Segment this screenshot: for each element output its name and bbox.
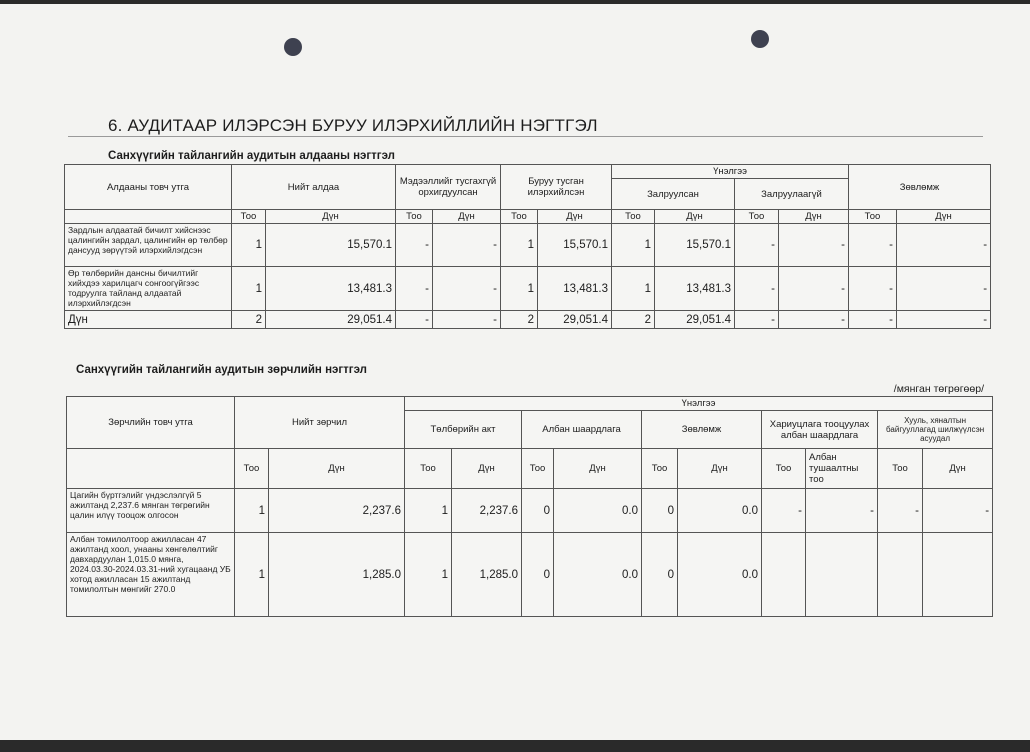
total-row — [65, 311, 991, 329]
cell: 1 — [235, 533, 269, 617]
col-count: Тоо — [612, 210, 655, 224]
cell — [923, 533, 993, 617]
col-count: Тоо — [232, 210, 266, 224]
cell: - — [923, 489, 993, 533]
col-amount: Дүн — [897, 210, 991, 224]
cell: - — [396, 267, 433, 311]
cell: - — [849, 311, 897, 329]
cell: 1 — [405, 489, 452, 533]
col-amount: Дүн — [266, 210, 396, 224]
col-law-enforcement: Хууль, хяналтын байгууллагад шилжүүлсэн асуудал — [878, 411, 993, 449]
col-count: Тоо — [642, 449, 678, 489]
cell: - — [897, 311, 991, 329]
cell: 29,051.4 — [655, 311, 735, 329]
cell: 2 — [612, 311, 655, 329]
col-liability-demand: Хариуцлага тооцуулах албан шаардлага — [762, 411, 878, 449]
row-desc: Өр төлбөрийн дансны бичилтийг хийхдээ харилцагч сонгоогүйгээс тодруулга тайланд алдаатай илэрхийлэгдсэн — [65, 267, 232, 311]
col-advice: Зөвлөмж — [849, 165, 991, 210]
cell: - — [878, 489, 923, 533]
cell: 2,237.6 — [452, 489, 522, 533]
col-assessment: Үнэлгээ — [405, 397, 993, 411]
col-amount: Дүн — [554, 449, 642, 489]
cell: 13,481.3 — [538, 267, 612, 311]
cell: 0 — [642, 489, 678, 533]
cell: - — [735, 311, 779, 329]
table-row — [65, 224, 991, 267]
cell: 1 — [612, 267, 655, 311]
row-desc: Цагийн бүртгэлийг үндэслэлгүй 5 ажилтанд 2,237.6 мянган төгрөгийн цалин илүү тооцож олгосон — [67, 489, 235, 533]
col-amount: Дүн — [538, 210, 612, 224]
cell: 1,285.0 — [269, 533, 405, 617]
col-count: Тоо — [405, 449, 452, 489]
cell: 15,570.1 — [655, 224, 735, 267]
row-desc: Албан томилолтоор ажилласан 47 ажилтанд хоол, унааны хөнгөлөлтийг давхардуулан 1,015.0 мянга, 2024.03.30-2024.03.31-ний хугацаанд УБ хотод ажилласан 15 ажилтанд томилолтын мөнгийг 270.0 — [67, 533, 235, 617]
heading-rule — [68, 136, 983, 137]
total-label: Дүн — [65, 311, 232, 329]
cell — [762, 533, 806, 617]
col-amount: Дүн — [779, 210, 849, 224]
error-summary-table — [64, 164, 991, 329]
col-misstated: Буруу тусган илэрхийлсэн — [501, 165, 612, 210]
col-count: Тоо — [501, 210, 538, 224]
document-page — [0, 4, 1030, 740]
table1-title: Санхүүгийн тайлангийн аудитын алдааны нэгтгэл — [108, 150, 395, 162]
cell — [878, 533, 923, 617]
col-advice: Зөвлөмж — [642, 411, 762, 449]
cell: 0 — [522, 489, 554, 533]
table-row — [67, 533, 993, 617]
col-blank — [67, 449, 235, 489]
col-amount: Дүн — [923, 449, 993, 489]
cell: 29,051.4 — [538, 311, 612, 329]
cell: - — [396, 311, 433, 329]
row-desc: Зардлын алдаатай бичилт хийснээс цалингийн зардал, цалингийн өр төлбөр дансууд зөрүүтэй илэрхийлэгдсэн — [65, 224, 232, 267]
cell: 0.0 — [554, 489, 642, 533]
col-immaterial: Мэдээллийг тусгахгүй орхигдуулсан — [396, 165, 501, 210]
cell: - — [735, 267, 779, 311]
col-blank — [65, 210, 232, 224]
col-desc: Алдааны товч утга — [65, 165, 232, 210]
cell: - — [433, 311, 501, 329]
cell: - — [396, 224, 433, 267]
cell: 0.0 — [678, 489, 762, 533]
col-count: Тоо — [762, 449, 806, 489]
col-count: Тоо — [396, 210, 433, 224]
cell: - — [735, 224, 779, 267]
col-count: Тоо — [735, 210, 779, 224]
table-row — [65, 267, 991, 311]
punch-hole-right — [751, 30, 769, 48]
unit-label: /мянган төгрөгөөр/ — [893, 383, 984, 395]
col-uncorrected: Залруулаагүй — [735, 179, 849, 210]
cell: 0.0 — [678, 533, 762, 617]
cell: 29,051.4 — [266, 311, 396, 329]
col-official-demand: Албан шаардлага — [522, 411, 642, 449]
col-payment-act: Төлбөрийн акт — [405, 411, 522, 449]
cell: 1,285.0 — [452, 533, 522, 617]
cell: 1 — [232, 267, 266, 311]
cell: 0 — [522, 533, 554, 617]
col-amount: Дүн — [269, 449, 405, 489]
cell: - — [806, 489, 878, 533]
cell: 1 — [501, 267, 538, 311]
cell: 2 — [232, 311, 266, 329]
col-count: Тоо — [522, 449, 554, 489]
cell: - — [849, 267, 897, 311]
col-amount: Дүн — [655, 210, 735, 224]
col-desc: Зөрчлийн товч утга — [67, 397, 235, 449]
cell: 15,570.1 — [266, 224, 396, 267]
col-count: Тоо — [849, 210, 897, 224]
col-amount: Дүн — [452, 449, 522, 489]
cell: 2 — [501, 311, 538, 329]
cell: - — [849, 224, 897, 267]
punch-hole-left — [284, 38, 302, 56]
section-heading: 6. АУДИТААР ИЛЭРСЭН БУРУУ ИЛЭРХИЙЛЛИЙН НЭГТГЭЛ — [108, 116, 598, 135]
cell: 15,570.1 — [538, 224, 612, 267]
cell: - — [897, 224, 991, 267]
cell: - — [897, 267, 991, 311]
col-corrected: Залруулсан — [612, 179, 735, 210]
cell — [806, 533, 878, 617]
cell: 1 — [405, 533, 452, 617]
col-official-position: Албан тушаалтны тоо — [806, 449, 878, 489]
cell: 0.0 — [554, 533, 642, 617]
col-count: Тоо — [878, 449, 923, 489]
table-row — [67, 489, 993, 533]
cell: - — [779, 224, 849, 267]
cell: 1 — [612, 224, 655, 267]
violation-summary-table — [66, 396, 993, 617]
cell: - — [433, 224, 501, 267]
table2-title: Санхүүгийн тайлангийн аудитын зөрчлийн нэгтгэл — [76, 364, 367, 376]
col-count: Тоо — [235, 449, 269, 489]
col-total: Нийт алдаа — [232, 165, 396, 210]
cell: 13,481.3 — [266, 267, 396, 311]
cell: 1 — [235, 489, 269, 533]
cell: - — [433, 267, 501, 311]
cell: 1 — [501, 224, 538, 267]
col-assessment: Үнэлгээ — [612, 165, 849, 179]
cell: - — [762, 489, 806, 533]
cell: 2,237.6 — [269, 489, 405, 533]
cell: 1 — [232, 224, 266, 267]
cell: - — [779, 311, 849, 329]
col-total: Нийт зөрчил — [235, 397, 405, 449]
cell: - — [779, 267, 849, 311]
col-amount: Дүн — [433, 210, 501, 224]
col-amount: Дүн — [678, 449, 762, 489]
cell: 13,481.3 — [655, 267, 735, 311]
cell: 0 — [642, 533, 678, 617]
